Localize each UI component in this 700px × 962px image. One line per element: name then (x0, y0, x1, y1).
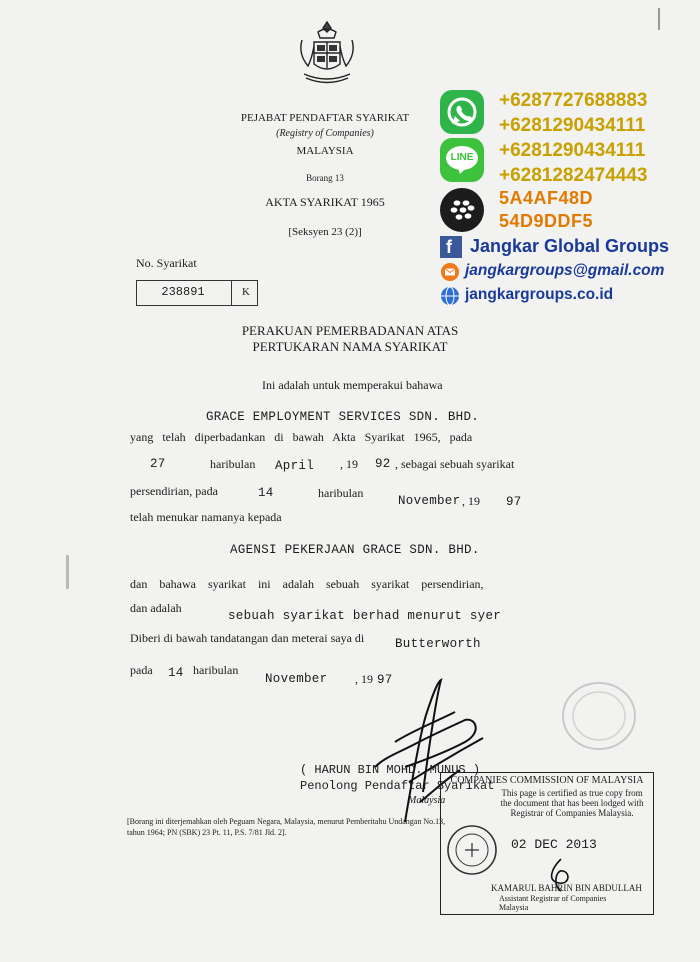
coat-of-arms-icon (296, 18, 358, 88)
phone-number-4: +6281282474443 (499, 165, 648, 186)
incorporation-day: 27 (150, 457, 166, 471)
pada-label: pada (130, 663, 153, 677)
bbm-pin-1: 5A4AF48D (499, 188, 594, 208)
certificate-title-line2: PERTUKARAN NAMA SYARIKAT (252, 339, 448, 354)
bbm-pin-2: 54D9DDF5 (499, 211, 594, 231)
signing-month: November (265, 672, 328, 686)
haribulan-label-1: haribulan (210, 457, 256, 471)
new-company-name: AGENSI PEKERJAAN GRACE SDN. BHD. (230, 543, 480, 557)
certificate-title-line1: PERAKUAN PEMERBADANAN ATAS (241, 323, 459, 338)
certified-copy-stamp (440, 772, 654, 915)
phone-number-2: +6281290434111 (499, 115, 646, 136)
facebook-icon: f (440, 236, 462, 258)
company-number-label: No. Syarikat (136, 256, 197, 270)
old-company-name: GRACE EMPLOYMENT SERVICES SDN. BHD. (206, 410, 480, 424)
signatory-name: ( HARUN BIN MOHD. MUNUS ) (300, 763, 481, 777)
footnote-line2: tahun 1964; PN (SBK) 23 Pt. 11, P.S. 7/81 Jld. 2]. (127, 828, 287, 837)
stamp-officer-title: Assistant Registrar of Companies (499, 894, 607, 903)
haribulan-label-3: haribulan (193, 663, 239, 677)
persendirian-pada: persendirian, pada (130, 484, 218, 498)
place-of-signing: Butterworth (395, 637, 481, 651)
act-section: [Seksyen 23 (2)] (288, 226, 362, 238)
commission-seal-icon (445, 823, 499, 877)
brand-name: Jangkar Global Groups (470, 236, 670, 256)
incorporation-tail: , sebagai sebuah syarikat (395, 457, 515, 471)
signing-day: 14 (168, 666, 184, 680)
change-year: 97 (506, 495, 522, 509)
incorporation-line: yang telah diperbadankan di bawah Akta Syarikat 1965, pada (130, 430, 473, 444)
company-number-box (136, 280, 258, 306)
registry-office-subtitle: (Registry of Companies) (276, 128, 374, 139)
company-number: 238891 (161, 285, 205, 299)
phone-number-3: +6281290434111 (499, 140, 646, 161)
haribulan-label-2: haribulan (318, 486, 364, 500)
change-year-prefix: , 19 (462, 494, 480, 508)
stamp-line1: This page is certified as true copy from (501, 788, 643, 798)
incorporation-year-prefix: , 19 (340, 457, 358, 471)
stamp-line2: the document that has been lodged with (500, 798, 644, 808)
changed-name-line: telah menukar namanya kepada (130, 510, 282, 524)
scan-mark (66, 555, 69, 589)
liability-type: sebuah syarikat berhad menurut syer (228, 609, 502, 623)
private-company-line: dan bahawa syarikat ini adalah sebuah syarikat persendirian, (130, 577, 484, 591)
country-name: MALAYSIA (296, 145, 354, 157)
signing-year: 97 (377, 673, 393, 687)
stamp-line3: Registrar of Companies Malaysia. (510, 808, 634, 818)
given-under-line: Diberi di bawah tandatangan dan meterai saya di (130, 631, 365, 645)
stamp-officer-country: Malaysia (499, 903, 529, 912)
incorporation-month: April (275, 459, 315, 473)
line-icon (440, 138, 484, 182)
blackberry-icon (440, 188, 484, 232)
line-icon-label: LINE (450, 152, 474, 163)
globe-icon (440, 286, 460, 306)
scan-mark (658, 8, 660, 30)
website-link[interactable]: jangkargroups.co.id (465, 286, 614, 303)
footnote-line1: [Borang ini diterjemahkan oleh Peguam Negara, Malaysia, menurut Pemberitahu Undangan No.13, (127, 817, 446, 826)
signing-year-prefix: , 19 (355, 672, 373, 686)
phone-number-1: +6287727688883 (499, 90, 648, 111)
email-address[interactable]: jangkargroups@gmail.com (465, 262, 665, 279)
signatory-title: Penolong Pendaftar Syarikat (300, 779, 495, 793)
change-month: November (398, 494, 461, 508)
dan-adalah: dan adalah (130, 601, 182, 615)
stamp-officer-name: KAMARUL BAHRIN BIN ABDULLAH (491, 883, 642, 893)
certify-intro: Ini adalah untuk memperakui bahawa (262, 378, 443, 392)
act-name: AKTA SYARIKAT 1965 (265, 195, 385, 209)
stamp-heading: COMPANIES COMMISSION OF MALAYSIA (450, 775, 644, 786)
incorporation-year: 92 (375, 457, 391, 471)
whatsapp-icon (440, 90, 484, 134)
stamp-date: 02 DEC 2013 (511, 837, 597, 852)
change-day: 14 (258, 486, 274, 500)
registry-office-title: PEJABAT PENDAFTAR SYARIKAT (240, 112, 410, 124)
form-number: Borang 13 (306, 173, 344, 183)
signatory-country: Malaysia (408, 795, 446, 806)
company-number-suffix: K (242, 286, 250, 298)
official-seal-icon (560, 680, 638, 752)
email-icon (440, 262, 460, 282)
